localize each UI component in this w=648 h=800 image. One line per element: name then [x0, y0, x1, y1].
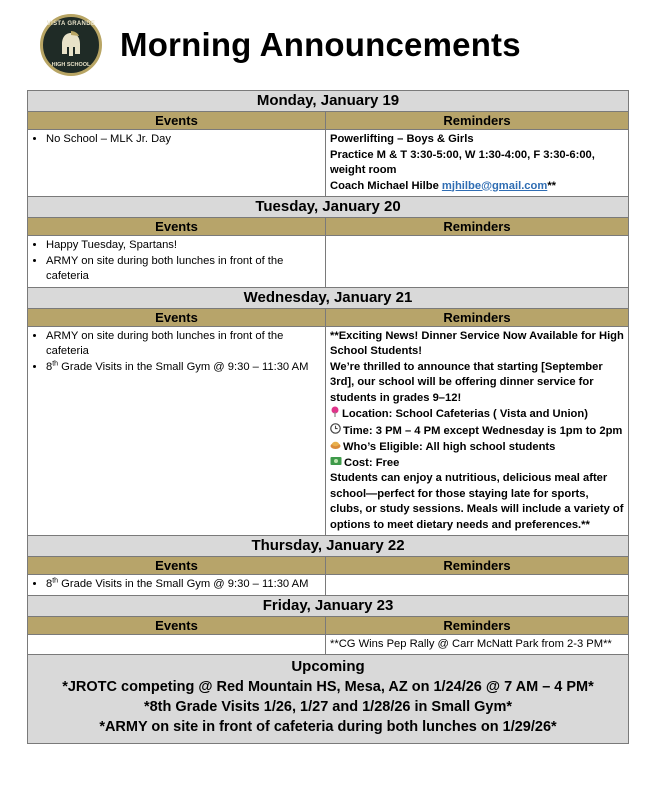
reminders-header: Reminders	[326, 308, 629, 326]
reminders-cell	[326, 326, 629, 536]
day-row-thursday	[28, 536, 629, 557]
event-item: • ARMY on site during both lunches in front of the cafeteria	[46, 254, 325, 285]
reminder-line	[330, 179, 624, 195]
day-title: Tuesday, January 20	[28, 197, 629, 218]
reminders-header: Reminders	[326, 112, 629, 130]
events-cell	[28, 326, 326, 536]
day-title: Monday, January 19	[28, 91, 629, 112]
content-row-wednesday	[28, 326, 629, 536]
column-headers	[28, 616, 629, 634]
events-header: Events	[28, 218, 326, 236]
logo-bottom-text: HIGH SCHOOL	[51, 62, 91, 68]
event-item: • ARMY on site during both lunches in front of the cafeteria	[46, 329, 325, 360]
event-item	[46, 577, 325, 593]
content-row-thursday	[28, 575, 629, 596]
coach-email-link[interactable]: mjhilbe@gmail.com	[441, 179, 548, 192]
upcoming-title: Upcoming	[291, 658, 365, 675]
column-headers	[28, 557, 629, 575]
day-row-monday	[28, 91, 629, 112]
coach-name: Coach Michael Hilbe	[330, 179, 442, 192]
event-text: Grade Visits in the Small Gym @ 9:30 – 11:30 AM	[58, 360, 309, 373]
upcoming-section	[28, 655, 629, 744]
day-row-tuesday	[28, 197, 629, 218]
spartan-helmet-icon	[56, 30, 86, 60]
reminders-header: Reminders	[326, 616, 629, 634]
event-item: • No School – MLK Jr. Day	[46, 132, 325, 148]
upcoming-item: *JROTC competing @ Red Mountain HS, Mesa, AZ on 1/24/26 @ 7 AM – 4 PM*	[62, 679, 594, 695]
events-header: Events	[28, 308, 326, 326]
grade-number: 8	[46, 360, 53, 373]
food-icon	[330, 439, 341, 456]
events-cell	[28, 130, 326, 197]
reminders-header: Reminders	[326, 557, 629, 575]
events-header: Events	[28, 112, 326, 130]
reminder-paragraph: We’re thrilled to announce that starting [September 3rd], our school will be offering dinner service for students in grades 9–12!	[330, 360, 603, 404]
ordinal-suffix: th	[52, 577, 59, 585]
upcoming-cell	[28, 655, 629, 744]
school-logo	[40, 14, 102, 76]
page-header	[40, 14, 521, 76]
reminder-paragraph: Students can enjoy a nutritious, delicious meal after school—perfect for those staying late for sports, clubs, or study sessions. Meals will include a variety of options to meet dietary needs and preferences.**	[330, 472, 624, 531]
reminder-cost: Cost: Free	[330, 456, 624, 472]
reminder-line: Practice M & T 3:30-5:00, W 1:30-4:00, F 3:30-6:00, weight room	[330, 148, 595, 176]
ordinal-suffix: th	[52, 359, 59, 367]
reminder-time: Time: 3 PM – 4 PM except Wednesday is 1pm to 2pm Who’s Eligible: All high school students	[330, 423, 624, 456]
reminders-cell	[326, 236, 629, 288]
day-title: Thursday, January 22	[28, 536, 629, 557]
pin-icon	[330, 406, 340, 423]
reminders-cell	[326, 575, 629, 596]
content-row-tuesday	[28, 236, 629, 288]
events-header: Events	[28, 557, 326, 575]
column-headers	[28, 218, 629, 236]
events-cell	[28, 575, 326, 596]
events-cell	[28, 236, 326, 288]
logo-top-text: VISTA GRANDE	[46, 21, 96, 27]
content-row-friday	[28, 634, 629, 655]
day-title: Wednesday, January 21	[28, 287, 629, 308]
day-row-wednesday	[28, 287, 629, 308]
event-text: Grade Visits in the Small Gym @ 9:30 – 11:30 AM	[58, 578, 309, 590]
column-headers	[28, 112, 629, 130]
event-item: • Happy Tuesday, Spartans!	[46, 238, 325, 254]
day-row-friday	[28, 595, 629, 616]
page-title: Morning Announcements	[120, 26, 521, 63]
reminders-header: Reminders	[326, 218, 629, 236]
upcoming-item: *8th Grade Visits 1/26, 1/27 and 1/28/26 in Small Gym*	[143, 699, 513, 715]
grade-number: 8	[46, 578, 53, 590]
reminder-location: Location: School Cafeterias ( Vista and Union)	[330, 406, 624, 423]
column-headers	[28, 308, 629, 326]
reminders-cell	[326, 130, 629, 197]
content-row-monday	[28, 130, 629, 197]
upcoming-item: *ARMY on site in front of cafeteria during both lunches on 1/29/26*	[99, 719, 557, 735]
day-title: Friday, January 23	[28, 595, 629, 616]
reminders-cell: **CG Wins Pep Rally @ Carr McNatt Park from 2-3 PM**	[326, 634, 629, 655]
events-cell	[28, 634, 326, 655]
money-icon	[330, 456, 342, 472]
clock-icon	[330, 423, 341, 440]
reminder-line: Powerlifting – Boys & Girls	[330, 133, 474, 145]
reminder-suffix: **	[547, 179, 557, 192]
event-item	[46, 360, 325, 376]
events-header: Events	[28, 616, 326, 634]
reminder-paragraph: **Exciting News! Dinner Service Now Available for High School Students!	[330, 329, 624, 357]
schedule-table	[27, 90, 629, 744]
